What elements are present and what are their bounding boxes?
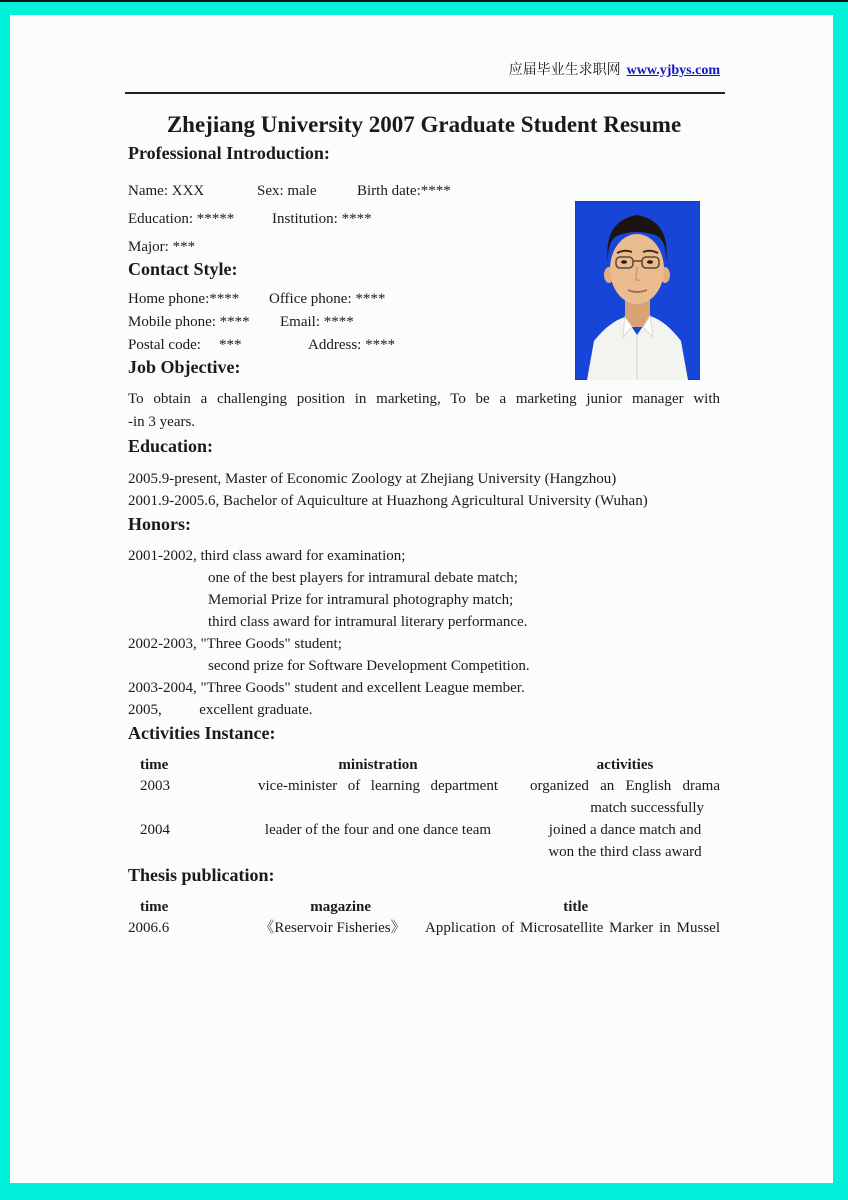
- activities-table-header: [128, 755, 720, 775]
- activity-description-line: match successfully: [590, 800, 704, 816]
- activity-description-line: won the third class award: [548, 844, 702, 860]
- top-border-line: [0, 0, 848, 2]
- column-header-time: time: [140, 757, 169, 773]
- institution-field: Institution: ****: [272, 211, 372, 227]
- major-field: Major: ***: [128, 239, 196, 255]
- section-heading-thesis-publication: Thesis publication:: [128, 865, 275, 885]
- postal-code-label: Postal code:: [128, 337, 201, 353]
- objective-line-1: To obtain a challenging position in marketing, To be a marketing junior manager with: [128, 391, 720, 407]
- page-content: [128, 15, 720, 939]
- activities-table-row: [128, 819, 720, 863]
- postal-code-value: ***: [219, 337, 242, 353]
- honors-line: 2003-2004, "Three Goods" student and excellent League member.: [128, 680, 525, 696]
- honors-line: third class award for intramural literary performance.: [208, 614, 528, 630]
- activity-ministration: vice-minister of learning department: [258, 778, 498, 794]
- job-objective-paragraph: [128, 388, 720, 434]
- intro-row-name: [128, 181, 720, 201]
- column-header-title: title: [563, 899, 589, 915]
- mobile-phone-field: Mobile phone: ****: [128, 314, 250, 330]
- section-heading-contact-style: Contact Style:: [128, 259, 238, 279]
- column-header-time: time: [140, 899, 169, 915]
- email-field: Email: ****: [280, 314, 354, 330]
- section-heading-professional-introduction: Professional Introduction:: [128, 143, 330, 163]
- section-heading-activities-instance: Activities Instance:: [128, 723, 276, 743]
- honors-line: 2001-2002, third class award for examination;: [128, 548, 406, 564]
- header-rule: [125, 92, 725, 94]
- activity-ministration: leader of the four and one dance team: [264, 822, 492, 838]
- address-field: Address: ****: [308, 337, 396, 353]
- thesis-time: 2006.6: [128, 920, 170, 936]
- honors-line: 2002-2003, "Three Goods" student;: [128, 636, 342, 652]
- activity-time: 2004: [140, 822, 170, 838]
- birthdate-field: Birth date:****: [357, 183, 451, 199]
- resume-page: [10, 15, 833, 1184]
- section-heading-honors: Honors:: [128, 514, 191, 534]
- education-field: Education: *****: [128, 211, 235, 227]
- education-item: 2001.9-2005.6, Bachelor of Aquiculture at Huazhong Agricultural University (Wuhan): [128, 493, 648, 509]
- home-phone-field: Home phone:****: [128, 291, 240, 307]
- objective-line-2: -in 3 years.: [128, 414, 196, 430]
- honors-list: [128, 545, 720, 721]
- education-item: 2005.9-present, Master of Economic Zoology at Zhejiang University (Hangzhou): [128, 471, 617, 487]
- thesis-table-row: [128, 917, 720, 939]
- id-photo: [575, 201, 700, 380]
- site-header: [128, 15, 720, 80]
- office-phone-field: Office phone: ****: [269, 291, 386, 307]
- education-list: [128, 468, 720, 512]
- activity-time: 2003: [140, 778, 170, 794]
- column-header-magazine: magazine: [310, 899, 372, 915]
- thesis-title: Application of Microsatellite Marker in Mussel: [425, 920, 720, 936]
- column-header-ministration: ministration: [338, 757, 418, 773]
- activity-description: [530, 775, 720, 819]
- honors-line: second prize for Software Development Competition.: [208, 658, 530, 674]
- activities-table-row: [128, 775, 720, 819]
- honors-line: one of the best players for intramural debate match;: [208, 570, 518, 586]
- sex-field: Sex: male: [257, 183, 317, 199]
- page-title: Zhejiang University 2007 Graduate Student Resume: [166, 112, 682, 137]
- site-name: 应届毕业生求职网: [508, 63, 621, 78]
- site-url-link[interactable]: www.yjbys.com: [626, 63, 720, 78]
- column-header-activities: activities: [596, 757, 654, 773]
- activity-description: [530, 819, 720, 863]
- activity-description-line: organized an English drama: [530, 778, 720, 794]
- name-field: Name: XXX: [128, 183, 205, 199]
- id-photo-graphic: [575, 201, 700, 380]
- section-heading-education: Education:: [128, 436, 214, 456]
- thesis-table-header: [128, 897, 720, 917]
- honors-line: Memorial Prize for intramural photography match;: [208, 592, 514, 608]
- thesis-magazine: 《Reservoir Fisheries》: [259, 920, 406, 936]
- section-heading-job-objective: Job Objective:: [128, 357, 241, 377]
- honors-line: 2005, excellent graduate.: [128, 702, 313, 718]
- activity-description-line: joined a dance match and: [548, 822, 702, 838]
